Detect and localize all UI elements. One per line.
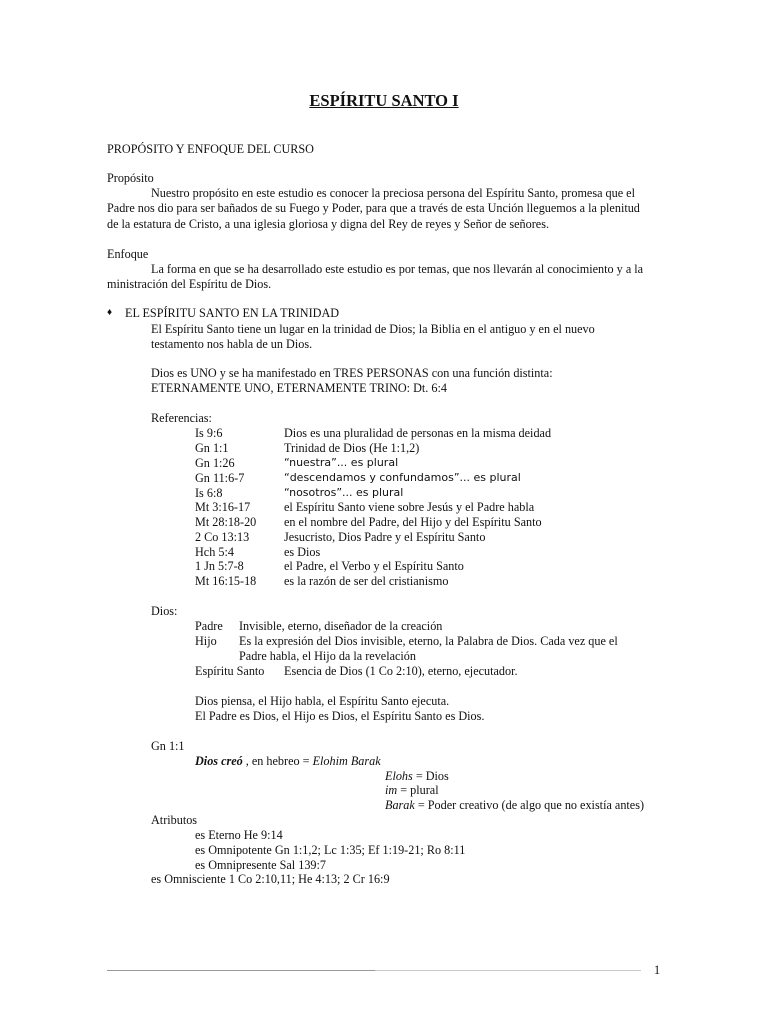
ref-item-label: 1 Jn 5:7-8 (195, 559, 244, 573)
gn11-line (195, 754, 381, 769)
uno-line-2: ETERNAMENTE UNO, ETERNAMENTE TRINO: Dt. 6:4 (151, 381, 447, 395)
ref-item-text: Jesucristo, Dios Padre y el Espíritu Santo (284, 530, 486, 544)
dios-summary-2: El Padre es Dios, el Hijo es Dios, el Espíritu Santo es Dios. (195, 709, 485, 723)
elohs-def: = Dios (412, 769, 449, 783)
ref-item-label: Is 6:8 (195, 486, 223, 500)
gn11-label: Gn 1:1 (151, 739, 185, 753)
ref-item-label: Mt 16:15-18 (195, 574, 257, 588)
barak-line (385, 798, 644, 813)
ref-item-label: Hch 5:4 (195, 545, 234, 559)
barak-term: Barak (385, 798, 415, 812)
dios-summary-1: Dios piensa, el Hijo habla, el Espíritu Santo ejecuta. (195, 694, 450, 708)
footer-divider (107, 970, 641, 971)
ref-item-label: Gn 11:6-7 (195, 471, 245, 485)
ref-item-text: Dios es una pluralidad de personas en la misma deidad (284, 426, 552, 440)
ref-item-label: 2 Co 13:13 (195, 530, 250, 544)
ref-item-label: Gn 1:26 (195, 456, 235, 470)
ref-item-text: en el nombre del Padre, del Hijo y del Espíritu Santo (284, 515, 542, 529)
proposito-line-2: Padre nos dio para ser bañados de su Fuego y Poder, para que a través de esta Unción lleguemos a la plenitud (107, 201, 640, 215)
atributo-item: es Omnipresente Sal 139:7 (195, 858, 326, 872)
ref-item-text: Trinidad de Dios (He 1:1,2) (284, 441, 420, 455)
padre-label: Padre (195, 619, 223, 633)
referencias-label: Referencias: (151, 411, 212, 425)
en-hebreo: , en hebreo = (242, 754, 313, 768)
trinidad-line-2: testamento nos habla de un Dios. (151, 337, 313, 351)
ref-item-text: “nuestra”... es plural (284, 456, 399, 469)
atributos-label: Atributos (151, 813, 198, 827)
ref-item-label: Mt 3:16-17 (195, 500, 251, 514)
page-number: 1 (654, 963, 661, 977)
im-term: im (385, 783, 398, 797)
hijo-text-1: Es la expresión del Dios invisible, eterno, la Palabra de Dios. Cada vez que el (239, 634, 618, 648)
ref-item-text: el Espíritu Santo viene sobre Jesús y el Padre habla (284, 500, 535, 514)
ref-item-label: Gn 1:1 (195, 441, 229, 455)
im-line (385, 783, 439, 798)
enfoque-line-2: ministración del Espíritu de Dios. (107, 277, 272, 291)
ref-item-label: Mt 28:18-20 (195, 515, 257, 529)
espiritu-santo-label: Espíritu Santo (195, 664, 265, 678)
section-heading: PROPÓSITO Y ENFOQUE DEL CURSO (107, 142, 314, 156)
hijo-text-2: Padre habla, el Hijo da la revelación (239, 649, 416, 663)
padre-text: Invisible, eterno, diseñador de la creación (239, 619, 443, 633)
atributo-item-last: es Omnisciente 1 Co 2:10,11; He 4:13; 2 Cr 16:9 (151, 872, 390, 886)
espiritu-santo-text: Esencia de Dios (1 Co 2:10), eterno, ejecutador. (284, 664, 518, 678)
proposito-line-1: Nuestro propósito en este estudio es conocer la preciosa persona del Espíritu Santo, promesa que el (151, 186, 635, 200)
ref-item-text: es Dios (284, 545, 321, 559)
trinidad-heading: EL ESPÍRITU SANTO EN LA TRINIDAD (125, 306, 340, 320)
proposito-line-3: de la estatura de Cristo, a una iglesia gloriosa y digna del Rey de reyes y Señor de señores. (107, 217, 550, 231)
proposito-label: Propósito (107, 171, 154, 185)
dios-label: Dios: (151, 604, 178, 618)
uno-line-1: Dios es UNO y se ha manifestado en TRES PERSONAS con una función distinta: (151, 366, 553, 380)
ref-item-label: Is 9:6 (195, 426, 223, 440)
elohs-term: Elohs (385, 769, 413, 783)
atributo-item: es Omnipotente Gn 1:1,2; Lc 1:35; Ef 1:19-21; Ro 8:11 (195, 843, 466, 857)
ref-item-text: el Padre, el Verbo y el Espíritu Santo (284, 559, 464, 573)
ref-item-text: “nosotros”... es plural (284, 486, 404, 499)
enfoque-label: Enfoque (107, 247, 149, 261)
elohim-barak: Elohim Barak (312, 754, 381, 768)
ref-item-text: “descendamos y confundamos”... es plural (284, 471, 521, 484)
barak-def: = Poder creativo (de algo que no existía antes) (414, 798, 645, 812)
elohs-line (385, 769, 449, 784)
im-def: = plural (397, 783, 439, 797)
enfoque-line-1: La forma en que se ha desarrollado este estudio es por temas, que nos llevarán al conocimiento y a la (151, 262, 644, 276)
hijo-label: Hijo (195, 634, 217, 648)
page-title: ESPÍRITU SANTO I (309, 91, 459, 110)
diamond-bullet-icon: ♦ (107, 307, 113, 318)
dios-creo: Dios creó (195, 754, 243, 768)
ref-item-text: es la razón de ser del cristianismo (284, 574, 449, 588)
trinidad-line-1: El Espíritu Santo tiene un lugar en la trinidad de Dios; la Biblia en el antiguo y en el nuevo (151, 322, 595, 336)
atributo-item: es Eterno He 9:14 (195, 828, 283, 842)
